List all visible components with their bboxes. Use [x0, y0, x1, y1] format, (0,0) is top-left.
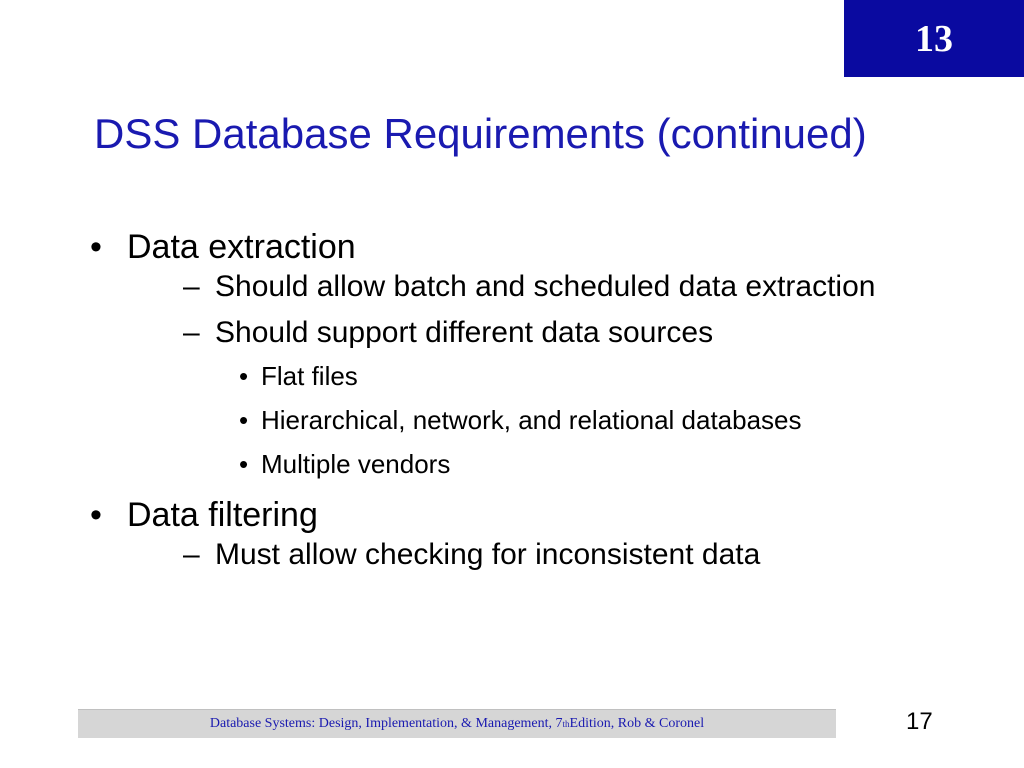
footer-citation: Database Systems: Design, Implementation, & Management, 7 th Edition, Rob & Coronel [78, 709, 836, 738]
sub-bullet-text: Must allow checking for inconsistent data [215, 538, 761, 571]
bullet-data-filtering [82, 494, 982, 573]
slide-content [82, 226, 982, 582]
sub-sub-bullet: • Flat files [127, 360, 982, 392]
slide-title: DSS Database Requirements (continued) [94, 110, 867, 157]
bullet-text: Data extraction [127, 228, 356, 266]
bullet-data-extraction [82, 226, 982, 480]
sub-sub-bullet: • Hierarchical, network, and relational databases [127, 404, 982, 436]
page-number: 17 [906, 708, 933, 735]
bullet-list [82, 226, 982, 573]
sub-bullet-list [127, 536, 982, 573]
sub-bullet: – Should support different data sources [183, 316, 714, 349]
sub-bullet-text: Should allow batch and scheduled data extraction [215, 270, 876, 303]
bullet-text: Data filtering [127, 496, 318, 534]
sub-bullet: – Must allow checking for inconsistent data [183, 538, 761, 571]
sub-bullet: – Should allow batch and scheduled data extraction [183, 270, 876, 303]
footer-text-after: Edition, Rob & Coronel [569, 716, 705, 731]
sub-sub-bullet-list [127, 360, 982, 480]
sub-bullet-list [127, 268, 982, 351]
footer-text-before: Database Systems: Design, Implementation, & Management, 7 [209, 716, 563, 731]
chapter-number-badge [844, 0, 1024, 77]
chapter-number: 13 [915, 17, 953, 60]
sub-sub-bullet: • Multiple vendors [127, 448, 982, 480]
sub-bullet-text: Should support different data sources [215, 316, 714, 349]
